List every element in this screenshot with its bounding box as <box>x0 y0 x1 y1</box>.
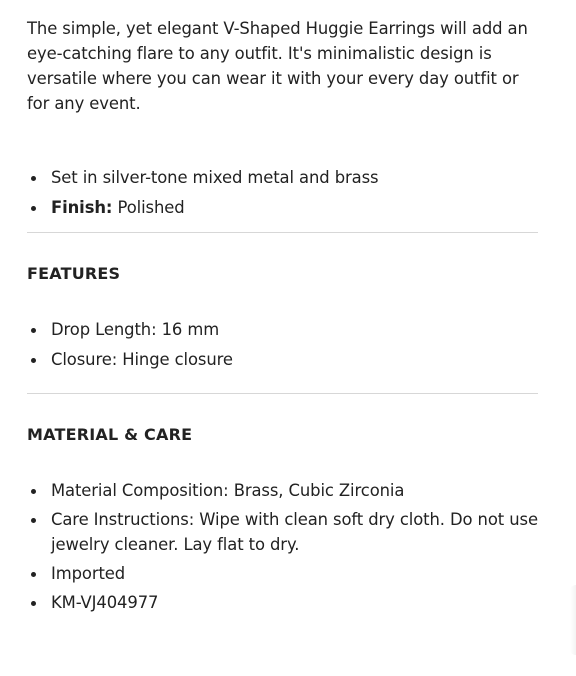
edge-shadow <box>570 585 576 655</box>
list-item: Drop Length: 16 mm <box>27 317 538 342</box>
product-details <box>27 16 538 619</box>
list-item <box>27 165 538 190</box>
section-divider <box>27 232 538 233</box>
list-item: Closure: Hinge closure <box>27 347 538 372</box>
features-heading: FEATURES <box>27 264 121 283</box>
details-list <box>27 165 538 220</box>
features-list <box>27 317 538 372</box>
material-care-heading: MATERIAL & CARE <box>27 425 193 444</box>
list-item: Care Instructions: Wipe with clean soft dry cloth. Do not use jewelry cleaner. Lay flat to dry. <box>27 507 538 557</box>
product-description: The simple, yet elegant V-Shaped Huggie Earrings will add an eye-catching flare to any outfit. It's minimalistic design is versatile where you can wear it with your every day outfit or for any event. <box>27 19 528 113</box>
list-item: Imported <box>27 561 538 586</box>
material-care-list <box>27 478 538 615</box>
section-divider <box>27 393 538 394</box>
list-item: Material Composition: Brass, Cubic Zirconia <box>27 478 538 503</box>
finish-value: Polished <box>117 198 185 217</box>
finish-label: Finish: <box>51 198 113 217</box>
list-item: KM-VJ404977 <box>27 590 538 615</box>
list-item <box>27 195 538 220</box>
detail-text: Set in silver-tone mixed metal and brass <box>51 168 379 187</box>
